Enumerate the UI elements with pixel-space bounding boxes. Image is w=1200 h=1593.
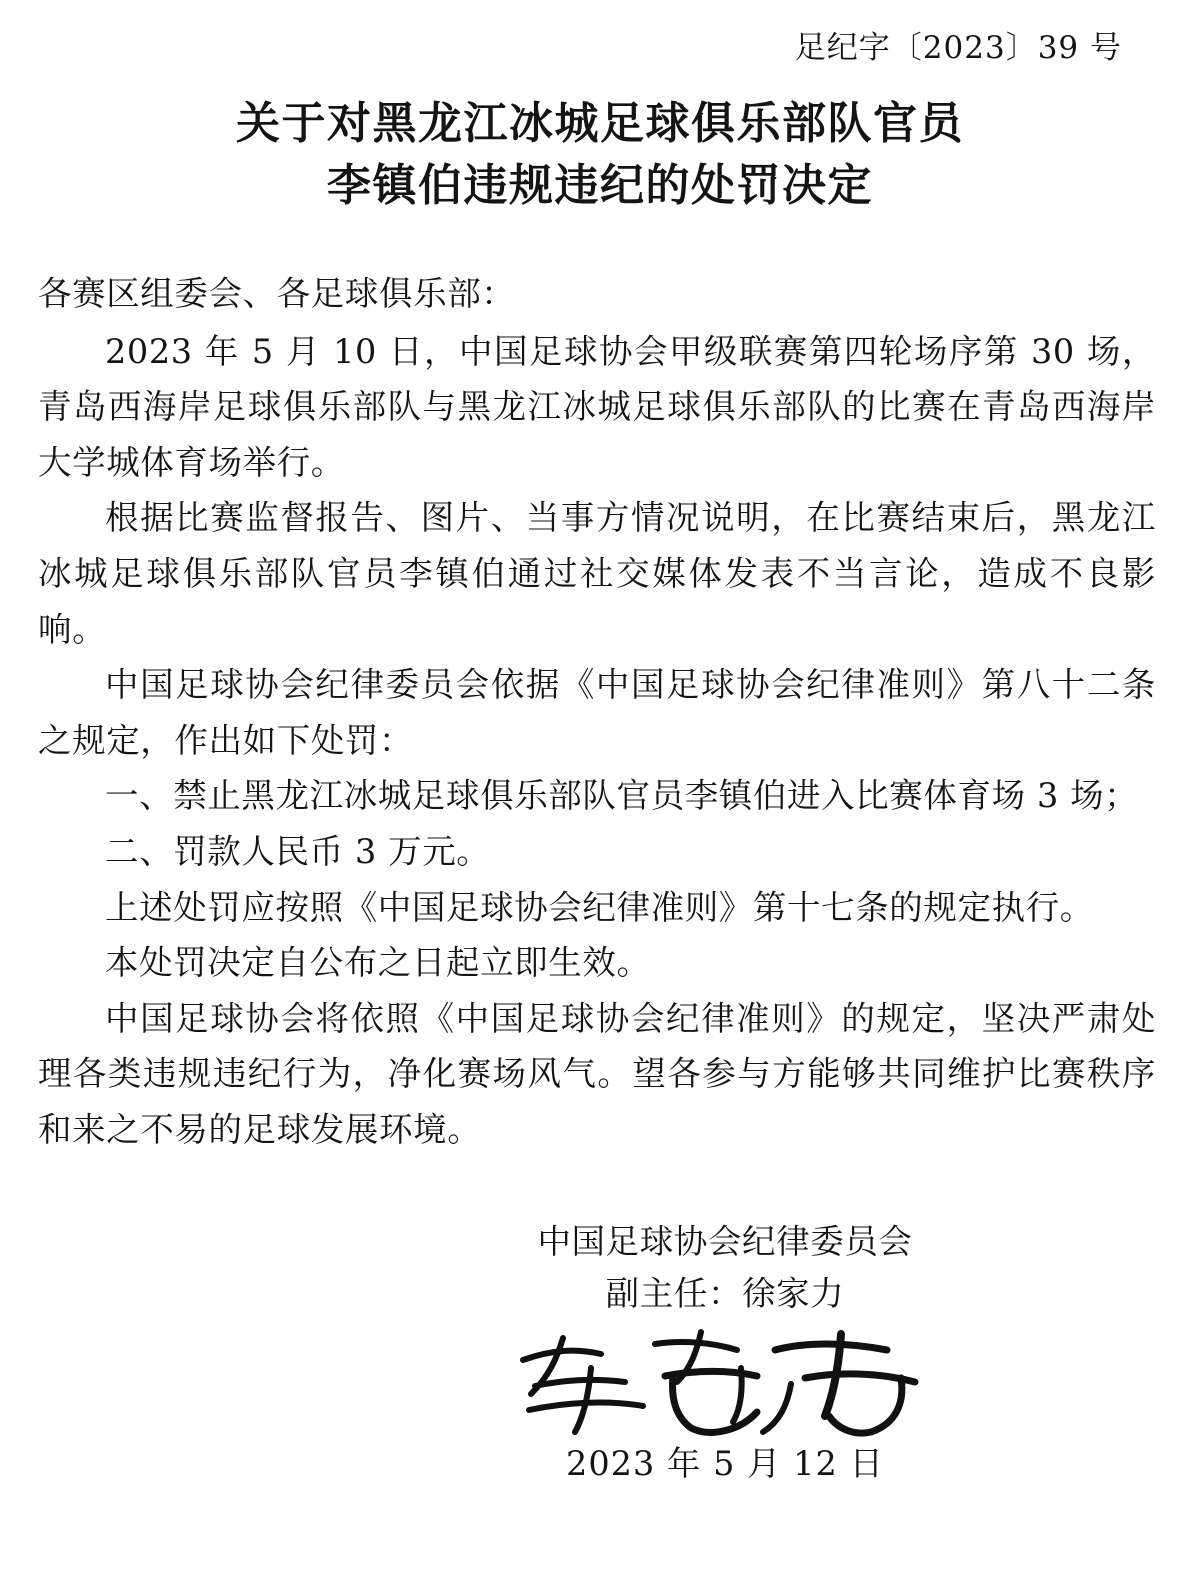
paragraph-4: 上述处罚应按照《中国足球协会纪律准则》第十七条的规定执行。: [105, 887, 1094, 927]
title-line-1: 关于对黑龙江冰城足球俱乐部队官员: [236, 98, 964, 149]
title-line-2: 李镇伯违规违纪的处罚决定: [327, 160, 873, 212]
signature-block: [38, 1216, 1162, 1320]
salutation: 各赛区组委会、各足球俱乐部：: [38, 273, 516, 313]
signature-date: 2023 年 5 月 12 日: [566, 1443, 884, 1483]
penalty-item-1: 一、禁止黑龙江冰城足球俱乐部队官员李镇伯进入比赛体育场 3 场；: [105, 776, 1139, 816]
signing-organization: 中国足球协会纪律委员会: [537, 1221, 913, 1261]
document-body: [38, 266, 1162, 1158]
paragraph-2: 根据比赛监督报告、图片、当事方情况说明，在比赛结束后，黑龙江冰城足球俱乐部队官员李镇伯通过社交媒体发表不当言论，造成不良影响。: [38, 498, 1156, 649]
paragraph-1: 2023 年 5 月 10 日，中国足球协会甲级联赛第四轮场序第 30 场，青岛西海岸足球俱乐部队与黑龙江冰城足球俱乐部队的比赛在青岛西海岸大学城体育场举行。: [38, 331, 1156, 482]
paragraph-6: 中国足球协会将依照《中国足球协会纪律准则》的规定，坚决严肃处理各类违规违纪行为，净化赛场风气。望各参与方能够共同维护比赛秩序和来之不易的足球发展环境。: [38, 998, 1156, 1150]
paragraph-5: 本处罚决定自公布之日起立即生效。: [105, 943, 651, 983]
document-number: 足纪字〔2023〕39 号: [794, 30, 1122, 66]
page-title: [38, 93, 1162, 218]
handwritten-signature: [38, 1324, 1162, 1442]
paragraph-3: 中国足球协会纪律委员会依据《中国足球协会纪律准则》第八十二条之规定，作出如下处罚：: [38, 665, 1156, 760]
penalty-item-2: 二、罚款人民币 3 万元。: [105, 832, 491, 872]
signer-title: 副主任：徐家力: [605, 1273, 845, 1313]
